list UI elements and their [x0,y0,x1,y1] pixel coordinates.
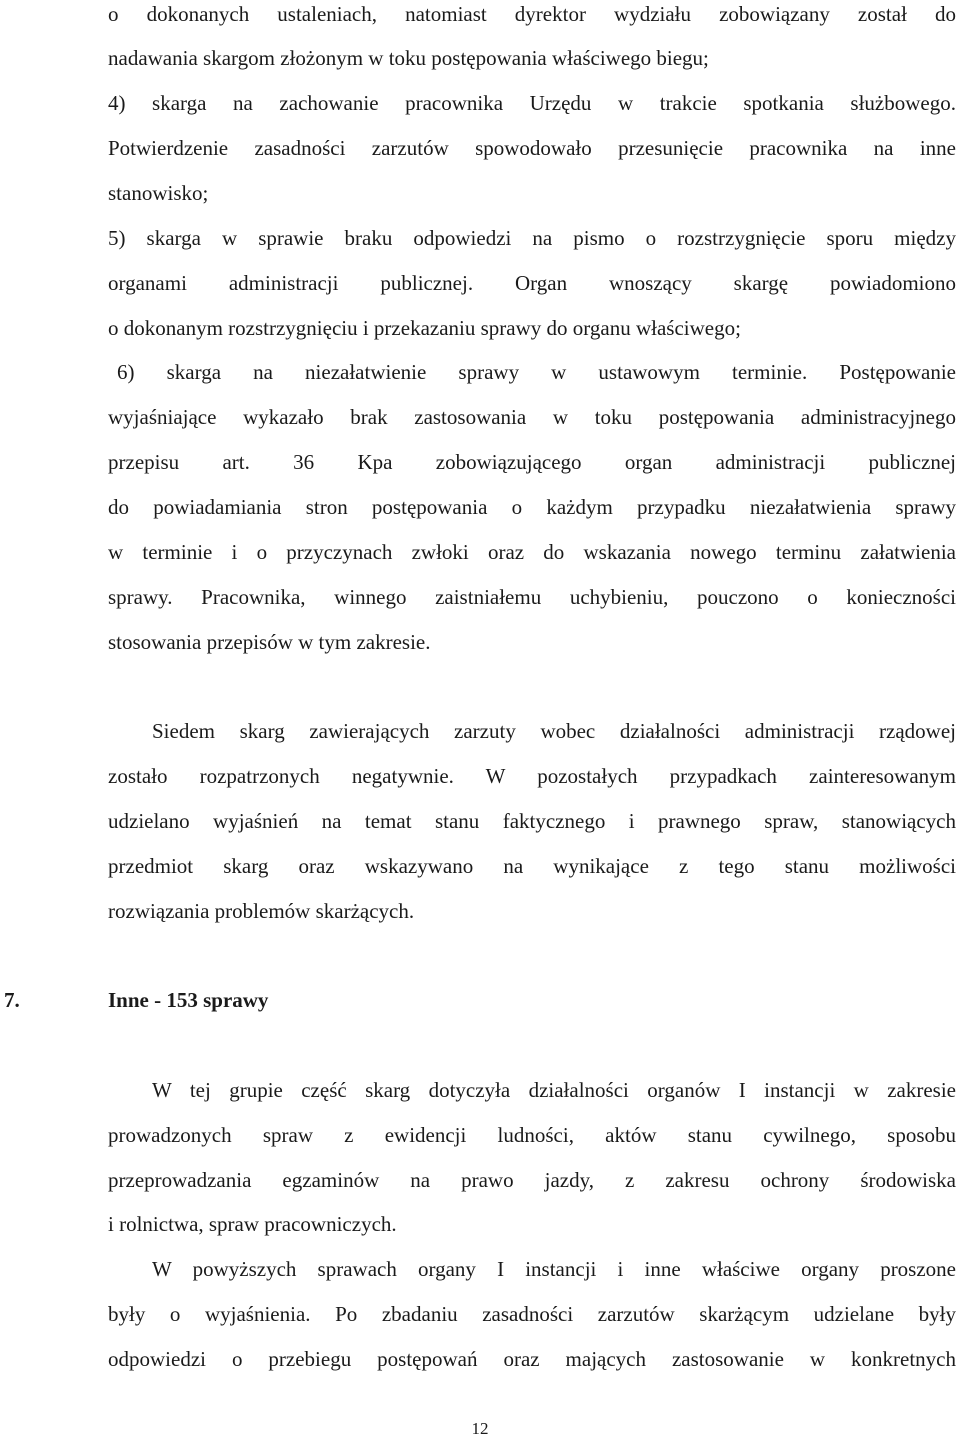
text-line: rozwiązania problemów skarżących. [108,899,415,923]
text-line: o dokonanych ustaleniach, natomiast dyrektor wydziału zobowiązany został do [108,2,956,26]
text-line: przedmiot skarg oraz wskazywano na wynikające z tego stanu możliwości [108,854,956,878]
text-line: odpowiedzi o przebiegu postępowań oraz mających zastosowanie w konkretnych [108,1347,956,1371]
text-line: organami administracji publicznej. Organ wnoszący skargę powiadomiono [108,271,956,295]
text-line: stanowisko; [108,181,209,205]
text-line: i rolnictwa, spraw pracowniczych. [108,1212,397,1236]
text-line: do powiadamiania stron postępowania o każdym przypadku niezałatwienia sprawy [108,495,956,519]
text-line: przeprowadzania egzaminów na prawo jazdy, z zakresu ochrony środowiska [108,1168,956,1192]
text-line: udzielano wyjaśnień na temat stanu faktycznego i prawnego spraw, stanowiących [108,809,956,833]
text-line: były o wyjaśnienia. Po zbadaniu zasadności zarzutów skarżącym udzielane były [108,1302,956,1326]
text-line: wyjaśniające wykazało brak zastosowania w toku postępowania administracyjnego [108,405,956,429]
text-line: W tej grupie część skarg dotyczyła działalności organów I instancji w zakresie [152,1078,956,1102]
text-line: o dokonanym rozstrzygnięciu i przekazaniu sprawy do organu właściwego; [108,316,741,340]
text-line: 4) skarga na zachowanie pracownika Urzędu w trakcie spotkania służbowego. [108,91,956,115]
page-number: 12 [471,1419,489,1438]
text-line: W powyższych sprawach organy I instancji i inne właściwe organy proszone [152,1257,956,1281]
text-line: Siedem skarg zawierających zarzuty wobec działalności administracji rządowej [152,719,956,743]
text-line: 6) skarga na niezałatwienie sprawy w ustawowym terminie. Postępowanie [117,360,956,384]
text-line: nadawania skargom złożonym w toku postępowania właściwego biegu; [108,46,709,70]
text-line: przepisu art. 36 Kpa zobowiązującego organ administracji publicznej [108,450,956,474]
text-line: zostało rozpatrzonych negatywnie. W pozostałych przypadkach zainteresowanym [108,764,956,788]
section-title: Inne - 153 sprawy [108,988,269,1012]
text-line: stosowania przepisów w tym zakresie. [108,630,431,654]
text-line: 5) skarga w sprawie braku odpowiedzi na pismo o rozstrzygnięcie sporu między [108,226,956,250]
text-line: w terminie i o przyczynach zwłoki oraz do wskazania nowego terminu załatwienia [108,540,956,564]
section-number: 7. [4,988,20,1012]
text-line: prowadzonych spraw z ewidencji ludności, aktów stanu cywilnego, sposobu [108,1123,956,1147]
text-line: Potwierdzenie zasadności zarzutów spowodowało przesunięcie pracownika na inne [108,136,956,160]
text-line: sprawy. Pracownika, winnego zaistniałemu uchybieniu, pouczono o konieczności [108,585,956,609]
